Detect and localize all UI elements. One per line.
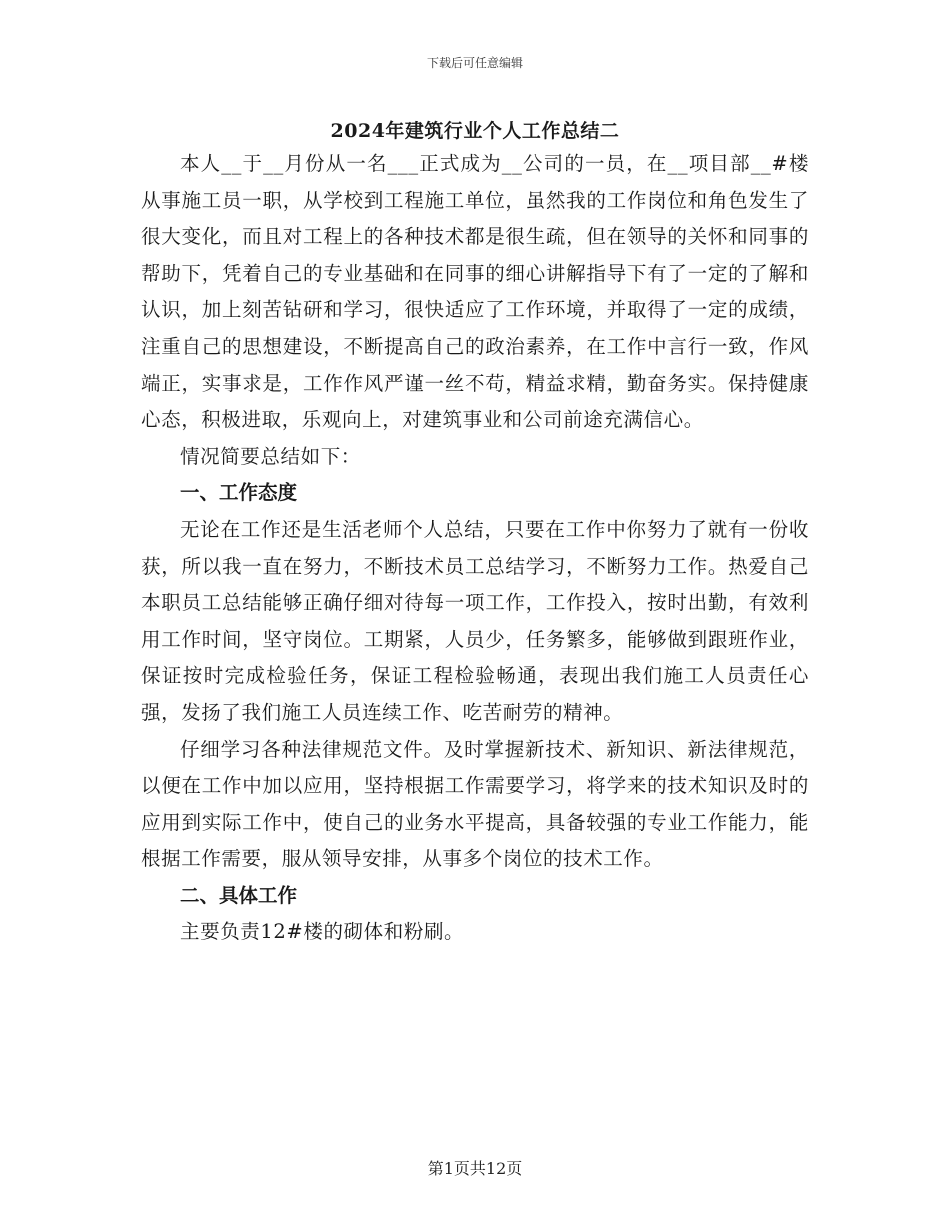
section-1-heading: 一、工作态度 xyxy=(180,481,298,505)
document-title: 2024年建筑行业个人工作总结二 xyxy=(330,120,620,142)
page-number-footer: 第1页共12页 xyxy=(427,1159,523,1178)
page-header-note: 下载后可任意编辑 xyxy=(426,56,523,70)
summary-lead-paragraph: 情况简要总结如下： xyxy=(180,444,361,468)
section-2-heading: 二、具体工作 xyxy=(180,883,298,907)
intro-paragraph: 本人__于__月份从一名___正式成为__公司的一员，在__项目部__#楼从事施工员一职，从学校到工程施工单位，虽然我的工作岗位和角色发生了很大变化，而且对工程上的各种技术都是很生疏，但在领导的关怀和同事的帮助下，凭着自己的专业基础和在同事的细心讲解指导下有了一定的了解和认识，加上刻苦钻研和学习，很快适应了工作环境，并取得了一定的成绩，注重自己的思想建设，不断提高自己的政治素养，在工作中言行一致，作风端正，实事求是，工作作风严谨一丝不苟，精益求精，勤奋务实。保持健康心态，积极进取，乐观向上，对建筑事业和公司前途充满信心。 xyxy=(141,152,809,432)
document-body xyxy=(141,146,809,951)
section-2-paragraph-1: 主要负责12#楼的砌体和粉刷。 xyxy=(180,920,465,944)
section-1-paragraph-1: 无论在工作还是生活老师个人总结，只要在工作中你努力了就有一份收获，所以我一直在努力，不断技术员工总结学习，不断努力工作。热爱自己本职员工总结能够正确仔细对待每一项工作，工作投入，按时出勤，有效利用工作时间，坚守岗位。工期紧，人员少，任务繁多，能够做到跟班作业，保证按时完成检验任务，保证工程检验畅通，表现出我们施工人员责任心强，发扬了我们施工人员连续工作、吃苦耐劳的精神。 xyxy=(141,517,809,724)
section-1-paragraph-2: 仔细学习各种法律规范文件。及时掌握新技术、新知识、新法律规范，以便在工作中加以应用，坚持根据工作需要学习，将学来的技术知识及时的应用到实际工作中，使自己的业务水平提高，具备较强的专业工作能力，能根据工作需要，服从领导安排，从事多个岗位的技术工作。 xyxy=(141,737,809,871)
